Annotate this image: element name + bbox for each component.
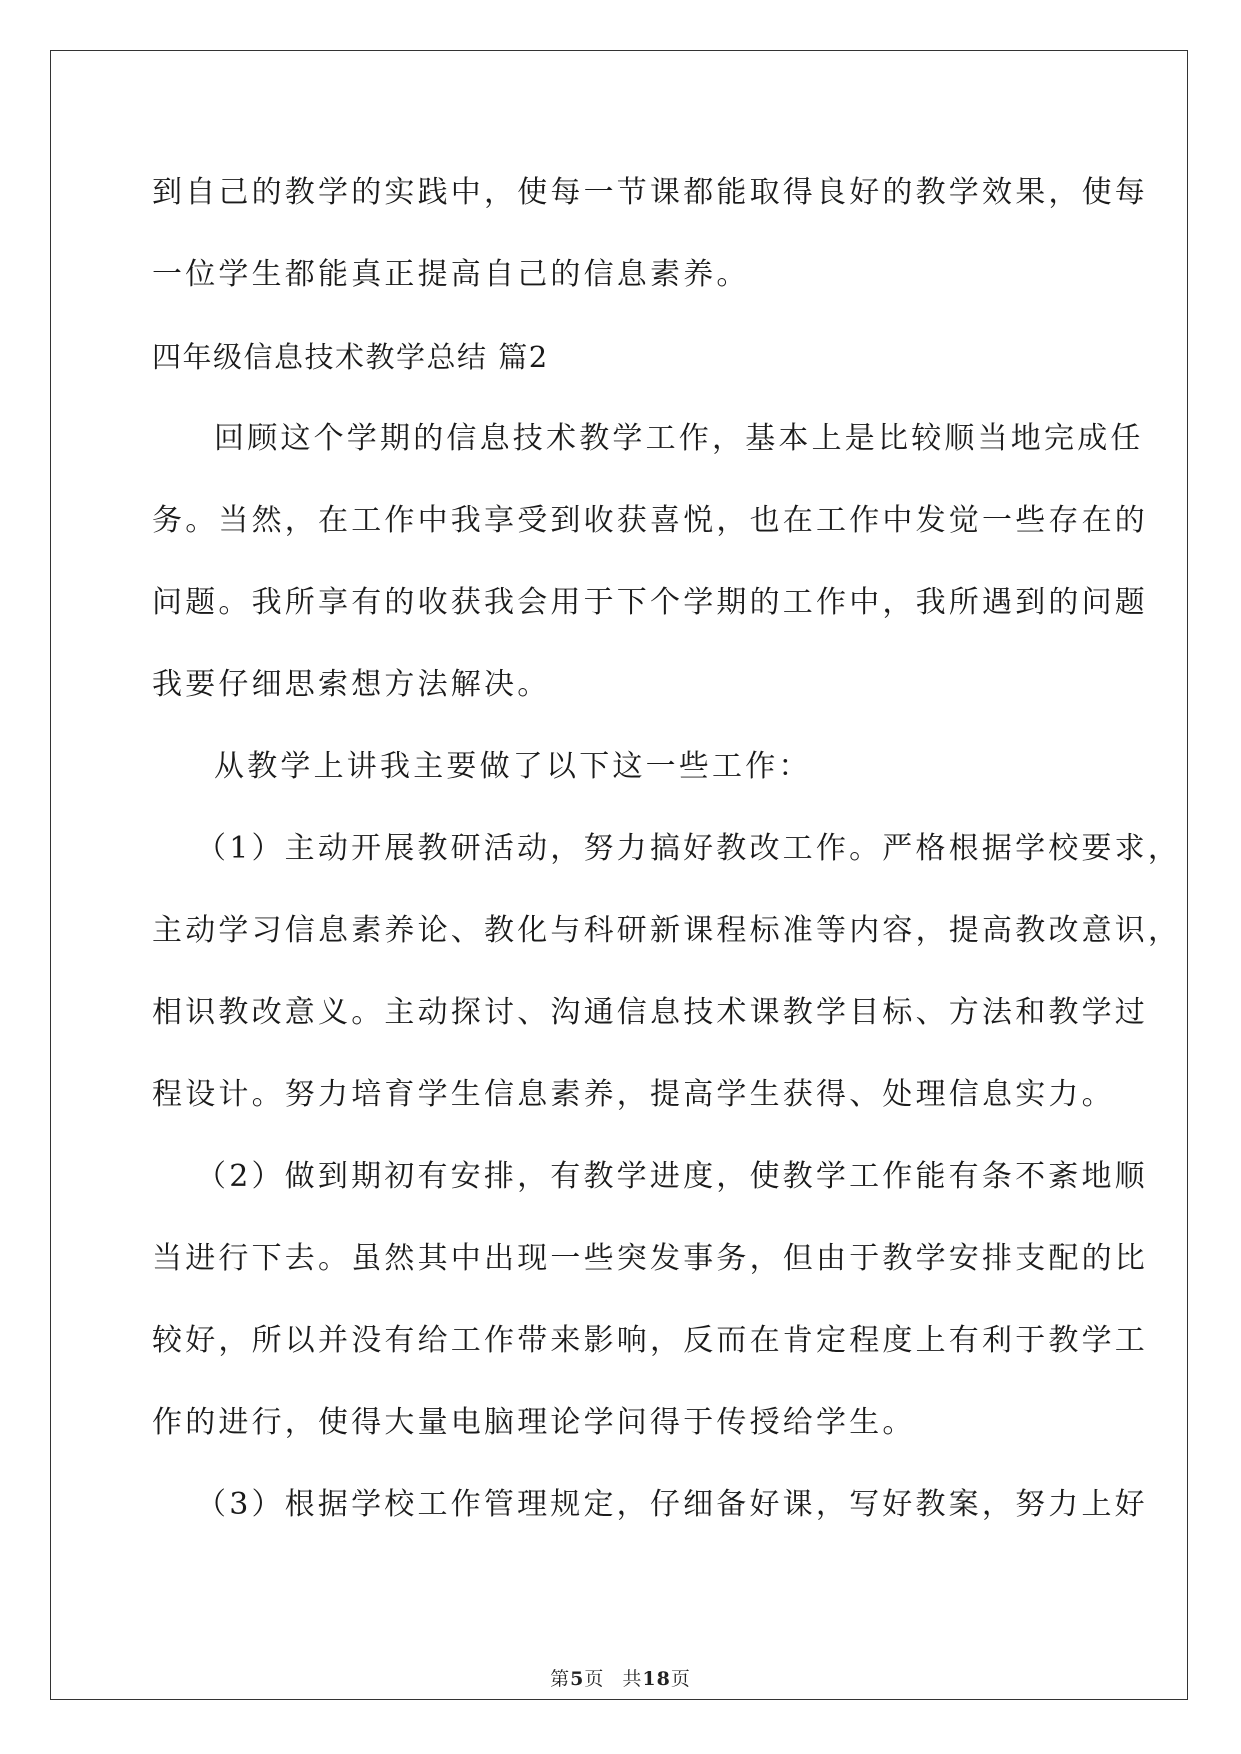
- list-item-3-start: （3）根据学校工作管理规定，仔细备好课，写好教案，努力上好: [196, 1487, 1148, 1522]
- body-line: 我要仔细思索想方法解决。: [152, 667, 551, 702]
- body-line: 作的进行，使得大量电脑理论学问得于传授给学生。: [152, 1405, 916, 1440]
- body-line: 务。当然，在工作中我享受到收获喜悦，也在工作中发觉一些存在的: [152, 503, 1148, 538]
- body-line: 相识教改意义。主动探讨、沟通信息技术课教学目标、方法和教学过: [152, 995, 1148, 1030]
- document-body: [152, 158, 1182, 1552]
- page-footer: [0, 1664, 1241, 1691]
- body-line: 一位学生都能真正提高自己的信息素养。: [152, 257, 750, 292]
- list-item-1-start: （1）主动开展教研活动，努力搞好教改工作。严格根据学校要求，: [196, 831, 1182, 866]
- body-line: 主动学习信息素养论、教化与科研新课程标准等内容，提高教改意识，: [152, 913, 1182, 948]
- body-line: 问题。我所享有的收获我会用于下个学期的工作中，我所遇到的问题: [152, 585, 1148, 620]
- page-number: 5: [570, 1668, 585, 1690]
- total-pages: 18: [642, 1668, 671, 1690]
- body-line: 较好，所以并没有给工作带来影响，反而在肯定程度上有利于教学工: [152, 1323, 1148, 1358]
- page-suffix: 页: [584, 1668, 605, 1690]
- paragraph-start: 回顾这个学期的信息技术教学工作，基本上是比较顺当地完成任: [214, 421, 1144, 456]
- paragraph-start: 从教学上讲我主要做了以下这一些工作：: [214, 749, 812, 784]
- total-suffix: 页: [670, 1668, 691, 1690]
- total-prefix: 共: [622, 1668, 643, 1690]
- body-line: 程设计。努力培育学生信息素养，提高学生获得、处理信息实力。: [152, 1077, 1115, 1112]
- list-item-2-start: （2）做到期初有安排，有教学进度，使教学工作能有条不紊地顺: [196, 1159, 1148, 1194]
- body-line: 当进行下去。虽然其中出现一些突发事务，但由于教学安排支配的比: [152, 1241, 1148, 1276]
- page-prefix: 第: [550, 1668, 571, 1690]
- section-heading: 四年级信息技术教学总结 篇2: [152, 340, 549, 374]
- body-line: 到自己的教学的实践中，使每一节课都能取得良好的教学效果，使每: [152, 175, 1148, 210]
